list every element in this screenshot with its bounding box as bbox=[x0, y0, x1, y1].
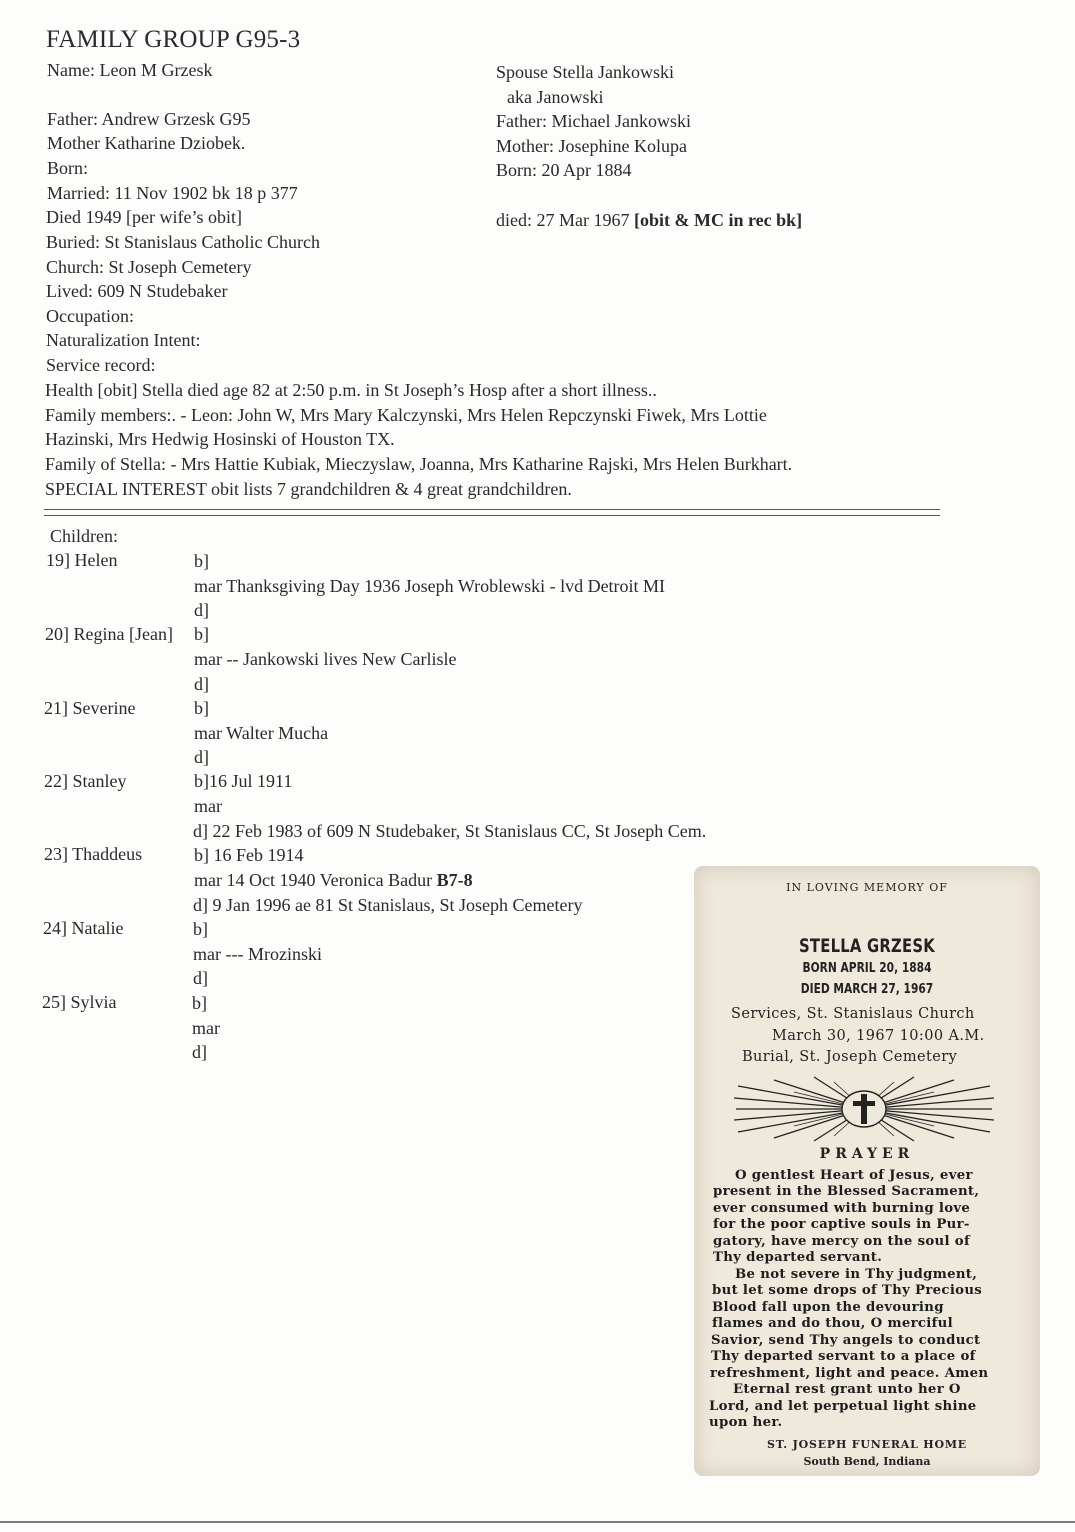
born-line: Born: bbox=[47, 158, 89, 178]
child-died: d] bbox=[194, 747, 209, 767]
child-born: b] bbox=[194, 698, 209, 718]
naturalization-line: Naturalization Intent: bbox=[46, 330, 201, 350]
child-name: 24] Natalie bbox=[43, 918, 124, 938]
child-born: b] bbox=[194, 551, 209, 571]
child-married: mar bbox=[194, 796, 222, 816]
child-died: d] bbox=[194, 600, 209, 620]
prayer-line: but let some drops of Thy Precious bbox=[712, 1283, 983, 1298]
died-line: Died 1949 [per wife’s obit] bbox=[46, 207, 242, 227]
cross-sunburst-icon bbox=[734, 1076, 994, 1142]
child-name: 19] Helen bbox=[46, 550, 118, 570]
child-married-ref: B7-8 bbox=[436, 870, 473, 890]
card-born: BORN APRIL 20, 1884 bbox=[802, 961, 932, 976]
card-burial: Burial, St. Joseph Cemetery bbox=[742, 1049, 958, 1065]
family-members-line-2: Hazinski, Mrs Hedwig Hosinski of Houston TX. bbox=[45, 429, 395, 449]
father-line: Father: Andrew Grzesk G95 bbox=[47, 109, 251, 129]
prayer-line: Lord, and let perpetual light shine bbox=[709, 1399, 977, 1414]
children-header: Children: bbox=[50, 526, 118, 546]
spouse-died-line bbox=[496, 208, 802, 232]
child-married-text: mar 14 Oct 1940 Veronica Badur bbox=[194, 870, 437, 890]
spouse-mother-line: Mother: Josephine Kolupa bbox=[496, 136, 687, 156]
health-line: Health [obit] Stella died age 82 at 2:50 p.m. in St Joseph’s Hosp after a short illness.. bbox=[45, 380, 657, 400]
child-born: b] bbox=[192, 993, 207, 1013]
prayer-line: O gentlest Heart of Jesus, ever bbox=[735, 1168, 973, 1183]
spouse-died-note: [obit & MC in rec bk] bbox=[633, 210, 803, 230]
child-name: 21] Severine bbox=[44, 698, 136, 718]
card-footer-city: South Bend, Indiana bbox=[803, 1455, 931, 1468]
child-died: d] bbox=[192, 1042, 207, 1062]
child-died: d] 22 Feb 1983 of 609 N Studebaker, St Stanislaus CC, St Joseph Cem. bbox=[193, 821, 707, 841]
page-title: FAMILY GROUP G95-3 bbox=[46, 26, 301, 53]
child-died: d] bbox=[193, 968, 208, 988]
buried-line: Buried: St Stanislaus Catholic Church bbox=[46, 232, 320, 252]
spouse-born-line: Born: 20 Apr 1884 bbox=[496, 160, 632, 180]
name-line: Name: Leon M Grzesk bbox=[47, 60, 213, 80]
occupation-line: Occupation: bbox=[46, 306, 134, 326]
page-bottom-border bbox=[0, 1521, 1075, 1523]
child-name: 25] Sylvia bbox=[42, 992, 117, 1012]
prayer-line: Blood fall upon the devouring bbox=[712, 1300, 944, 1315]
child-born: b] bbox=[194, 624, 209, 644]
section-divider bbox=[44, 509, 940, 516]
spouse-aka-line: aka Janowski bbox=[507, 87, 604, 107]
prayer-line: gatory, have mercy on the soul of bbox=[713, 1234, 970, 1249]
service-line: Service record: bbox=[46, 355, 156, 375]
prayer-line: refreshment, light and peace. Amen bbox=[710, 1366, 989, 1381]
prayer-line: Thy departed servant to a place of bbox=[711, 1349, 976, 1364]
child-name: 22] Stanley bbox=[44, 771, 127, 791]
spouse-died-text: died: 27 Mar 1967 bbox=[496, 210, 634, 230]
prayer-line: ever consumed with burning love bbox=[713, 1201, 971, 1216]
child-married: mar bbox=[192, 1018, 220, 1038]
child-married: mar Thanksgiving Day 1936 Joseph Wroblewski - lvd Detroit MI bbox=[194, 576, 666, 596]
card-died: DIED MARCH 27, 1967 bbox=[800, 982, 934, 997]
card-name: STELLA GRZESK bbox=[798, 935, 936, 957]
prayer-line: for the poor captive souls in Pur- bbox=[713, 1217, 970, 1232]
prayer-line: Savior, send Thy angels to conduct bbox=[711, 1333, 981, 1348]
child-born: b] bbox=[193, 919, 208, 939]
prayer-line: upon her. bbox=[709, 1415, 783, 1430]
child-name: 23] Thaddeus bbox=[44, 844, 143, 864]
prayer-line: Eternal rest grant unto her O bbox=[733, 1382, 961, 1397]
memorial-card bbox=[694, 866, 1040, 1476]
child-born: b]16 Jul 1911 bbox=[194, 771, 293, 791]
prayer-line: Thy departed servant. bbox=[713, 1250, 883, 1265]
prayer-line: flames and do thou, O merciful bbox=[712, 1316, 953, 1331]
child-married: mar -- Jankowski lives New Carlisle bbox=[194, 649, 457, 669]
card-footer-home: ST. JOSEPH FUNERAL HOME bbox=[767, 1438, 967, 1451]
child-died: d] 9 Jan 1996 ae 81 St Stanislaus, St Joseph Cemetery bbox=[193, 895, 583, 915]
spouse-father-line: Father: Michael Jankowski bbox=[496, 111, 691, 131]
family-stella-line: Family of Stella: - Mrs Hattie Kubiak, Mieczyslaw, Joanna, Mrs Katharine Rajski, Mrs Helen Burkhart. bbox=[45, 454, 793, 474]
special-interest-line: SPECIAL INTEREST obit lists 7 grandchildren & 4 great grandchildren. bbox=[45, 479, 572, 499]
spouse-line: Spouse Stella Jankowski bbox=[496, 62, 674, 82]
child-born: b] 16 Feb 1914 bbox=[194, 845, 304, 865]
child-name: 20] Regina [Jean] bbox=[45, 624, 173, 644]
prayer-title: PRAYER bbox=[819, 1146, 915, 1162]
child-married: mar Walter Mucha bbox=[194, 723, 329, 743]
mother-line: Mother Katharine Dziobek. bbox=[47, 133, 246, 153]
prayer-line: Be not severe in Thy judgment, bbox=[735, 1267, 978, 1282]
church-line: Church: St Joseph Cemetery bbox=[46, 257, 252, 277]
married-line: Married: 11 Nov 1902 bk 18 p 377 bbox=[47, 183, 298, 203]
card-services: Services, St. Stanislaus Church bbox=[731, 1006, 975, 1022]
child-married bbox=[194, 868, 473, 892]
lived-line: Lived: 609 N Studebaker bbox=[46, 281, 228, 301]
child-married: mar --- Mrozinski bbox=[193, 944, 322, 964]
prayer-line: present in the Blessed Sacrament, bbox=[713, 1184, 980, 1199]
card-header: IN LOVING MEMORY OF bbox=[786, 881, 948, 894]
child-died: d] bbox=[194, 674, 209, 694]
card-services-date: March 30, 1967 10:00 A.M. bbox=[772, 1028, 985, 1044]
family-members-line: Family members:. - Leon: John W, Mrs Mary Kalczynski, Mrs Helen Repczynski Fiwek, Mrs Lottie bbox=[45, 405, 767, 425]
